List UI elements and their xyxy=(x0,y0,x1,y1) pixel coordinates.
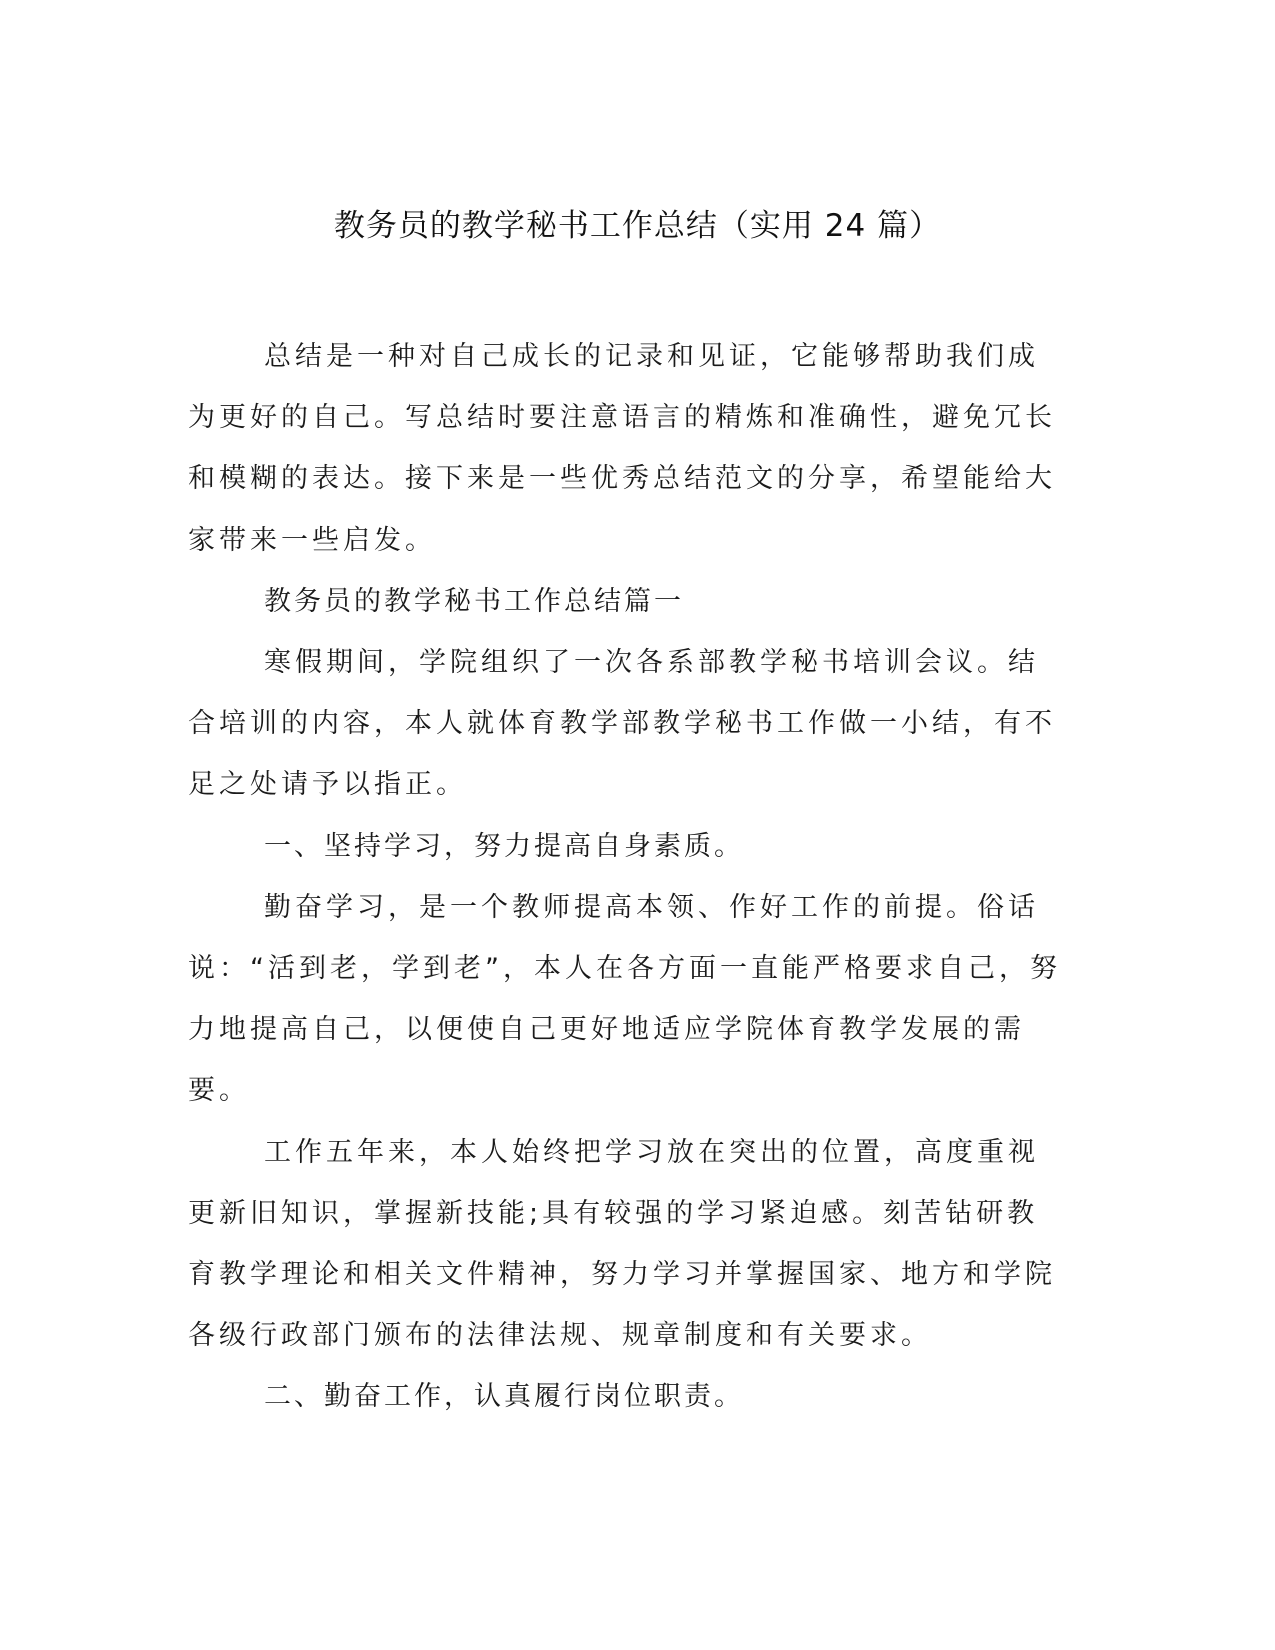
section-heading-2: 二、勤奋工作，认真履行岗位职责。 xyxy=(264,1381,744,1413)
body-paragraph: 勤奋学习，是一个教师提高本领、作好工作的前提。俗话说：“活到老，学到老”，本人在各方面一直能严格要求自己，努力地提高自己，以便使自己更好地适应学院体育教学发展的需要。 xyxy=(188,891,1061,1107)
section-heading-1: 一、坚持学习，努力提高自身素质。 xyxy=(264,830,744,862)
body-paragraph: 寒假期间，学院组织了一次各系部教学秘书培训会议。结合培训的内容，本人就体育教学部教学秘书工作做一小结，有不足之处请予以指正。 xyxy=(188,647,1056,801)
intro-paragraph: 总结是一种对自己成长的记录和见证，它能够帮助我们成为更好的自己。写总结时要注意语言的精炼和准确性，避免冗长和模糊的表达。接下来是一些优秀总结范文的分享，希望能给大家带来一些启发。 xyxy=(188,341,1056,556)
document-body xyxy=(188,326,1068,1428)
document-title: 教务员的教学秘书工作总结（实用 24 篇） xyxy=(333,208,942,244)
section-title-part-one: 教务员的教学秘书工作总结篇一 xyxy=(264,585,684,617)
body-paragraph: 工作五年来，本人始终把学习放在突出的位置，高度重视更新旧知识，掌握新技能;具有较强的学习紧迫感。刻苦钻研教育教学理论和相关文件精神，努力学习并掌握国家、地方和学院各级行政部门颁布的法律法规、规章制度和有关要求。 xyxy=(188,1136,1056,1352)
